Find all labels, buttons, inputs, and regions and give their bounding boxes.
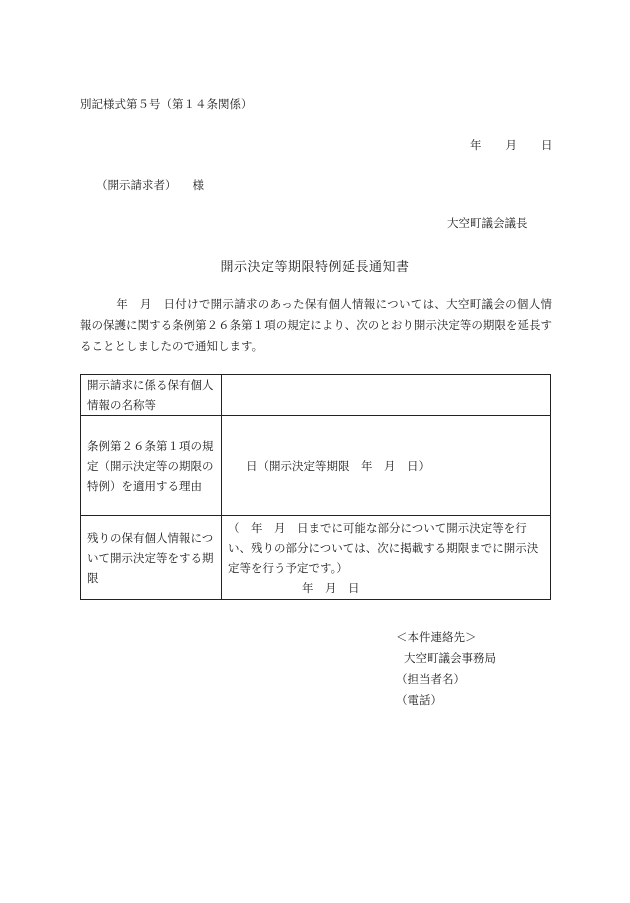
notice-body [80, 294, 552, 357]
form-id: 別記様式第５号（第１４条関係） [80, 97, 253, 111]
contact-person: （担当者名） [396, 672, 465, 686]
document-title: 開示決定等期限特例延長通知書 [220, 260, 410, 275]
contact-phone: （電話） [396, 693, 442, 707]
remaining-reason: （ 年 月 日までに可能な部分について開示決定等を行い、残りの部分については、次に掲載する期限までに開示決定等を行う予定です。） [228, 520, 539, 575]
date-month: 月 [505, 138, 517, 152]
row3-value [222, 516, 551, 600]
row2-label: 条例第２６条第１項の規定（開示決定等の期限の特例）を適用する理由 [81, 416, 222, 516]
table-row [81, 375, 551, 416]
remaining-deadline: 年 月 日 [302, 580, 360, 595]
recipient [96, 180, 204, 192]
contact-office: 大空町議会事務局 [404, 651, 496, 665]
extension-table [80, 374, 551, 600]
table-row [81, 416, 551, 516]
row1-label: 開示請求に係る保有個人情報の名称等 [81, 375, 222, 416]
date-day: 日 [541, 138, 553, 152]
extension-days: 日（開示決定等期限 年 月 日） [246, 458, 430, 473]
contact-block [396, 627, 496, 711]
recipient-honorific: 様 [192, 178, 204, 192]
row3-label: 残りの保有個人情報について開示決定等をする期限 [81, 516, 222, 600]
notice-paragraph: 年 月 日付けで開示請求のあった保有個人情報については、大空町議会の個人情報の保護に関する条例第２６条第１項の規定により、次のとおり開示決定等の期限を延長することとしましたので通知します。 [80, 297, 552, 353]
sender: 大空町議会議長 [447, 216, 528, 230]
contact-heading: ＜本件連絡先＞ [396, 630, 477, 644]
recipient-label: （開示請求者） [96, 178, 177, 192]
row2-value [222, 416, 551, 516]
issue-date [470, 140, 553, 152]
date-year: 年 [470, 138, 482, 152]
row1-value [222, 375, 551, 416]
table-row [81, 516, 551, 600]
